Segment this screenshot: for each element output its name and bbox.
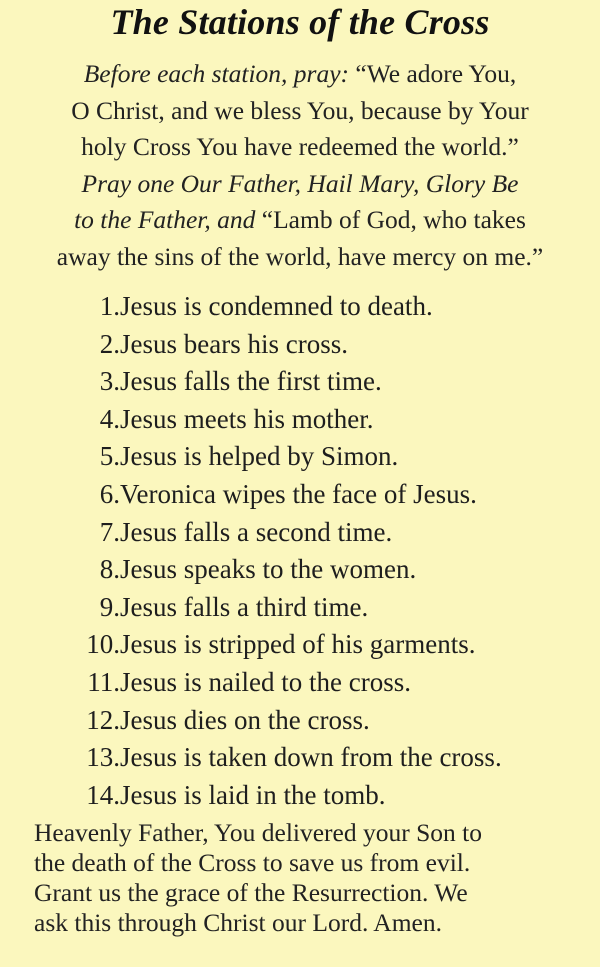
station-text: Jesus falls a third time. — [120, 591, 369, 622]
station-number: 11. — [87, 666, 120, 697]
station-number: 13. — [86, 742, 120, 773]
station-item — [70, 551, 502, 589]
station-text: Jesus is nailed to the cross. — [120, 666, 411, 697]
station-item — [70, 401, 502, 439]
station-item — [70, 438, 502, 476]
closing-line-1: Heavenly Father, You delivered your Son to — [34, 818, 482, 847]
station-item — [70, 326, 502, 364]
station-number: 5. — [99, 441, 120, 472]
page-title: The Stations of the Cross — [110, 2, 490, 42]
intro-line-3: holy Cross You have redeemed the world.” — [81, 132, 519, 161]
station-number: 9. — [99, 591, 120, 622]
station-number: 7. — [99, 516, 120, 547]
intro-line-2: O Christ, and we bless You, because by Your — [71, 95, 529, 125]
station-number: 10. — [86, 629, 120, 660]
station-number: 14. — [86, 779, 120, 810]
intro-line-6: away the sins of the world, have mercy on me.” — [56, 241, 544, 271]
station-text: Jesus is taken down from the cross. — [120, 742, 502, 773]
station-item — [70, 589, 502, 627]
station-text: Jesus falls the first time. — [120, 366, 382, 397]
intro-line-4: Pray one Our Father, Hail Mary, Glory Be — [81, 168, 519, 198]
station-text: Jesus is condemned to death. — [120, 291, 433, 321]
station-item — [70, 476, 502, 514]
station-number: 3. — [99, 366, 120, 397]
station-item — [70, 739, 502, 777]
station-number: 2. — [99, 328, 120, 359]
station-item — [70, 777, 502, 815]
station-number: 8. — [99, 554, 120, 585]
station-number: 1. — [99, 291, 120, 321]
closing-prayer — [34, 818, 594, 938]
station-item — [70, 626, 502, 664]
station-text: Jesus is laid in the tomb. — [120, 779, 386, 810]
intro-instructions — [0, 56, 600, 275]
intro-line-5: to the Father, and “Lamb of God, who takes — [74, 205, 526, 234]
station-number: 12. — [86, 704, 120, 735]
station-item — [70, 363, 502, 401]
station-item — [70, 702, 502, 740]
station-number: 6. — [99, 478, 120, 509]
station-text: Jesus speaks to the women. — [120, 554, 417, 585]
station-text: Jesus meets his mother. — [120, 403, 374, 434]
station-text: Jesus bears his cross. — [120, 328, 348, 359]
closing-line-2: the death of the Cross to save us from evil. — [34, 848, 471, 877]
station-text: Jesus falls a second time. — [120, 516, 393, 547]
station-text: Veronica wipes the face of Jesus. — [120, 478, 477, 509]
station-text: Jesus is stripped of his garments. — [120, 629, 476, 660]
station-text: Jesus is helped by Simon. — [120, 441, 399, 472]
stations-list — [70, 288, 502, 814]
closing-line-4: ask this through Christ our Lord. Amen. — [34, 908, 442, 937]
station-item — [70, 514, 502, 552]
station-item — [70, 664, 502, 702]
intro-line-1: Before each station, pray: “We adore You, — [83, 59, 517, 88]
station-text: Jesus dies on the cross. — [120, 704, 370, 735]
station-number: 4. — [99, 403, 120, 434]
station-item — [70, 288, 502, 326]
closing-line-3: Grant us the grace of the Resurrection. We — [34, 878, 468, 907]
